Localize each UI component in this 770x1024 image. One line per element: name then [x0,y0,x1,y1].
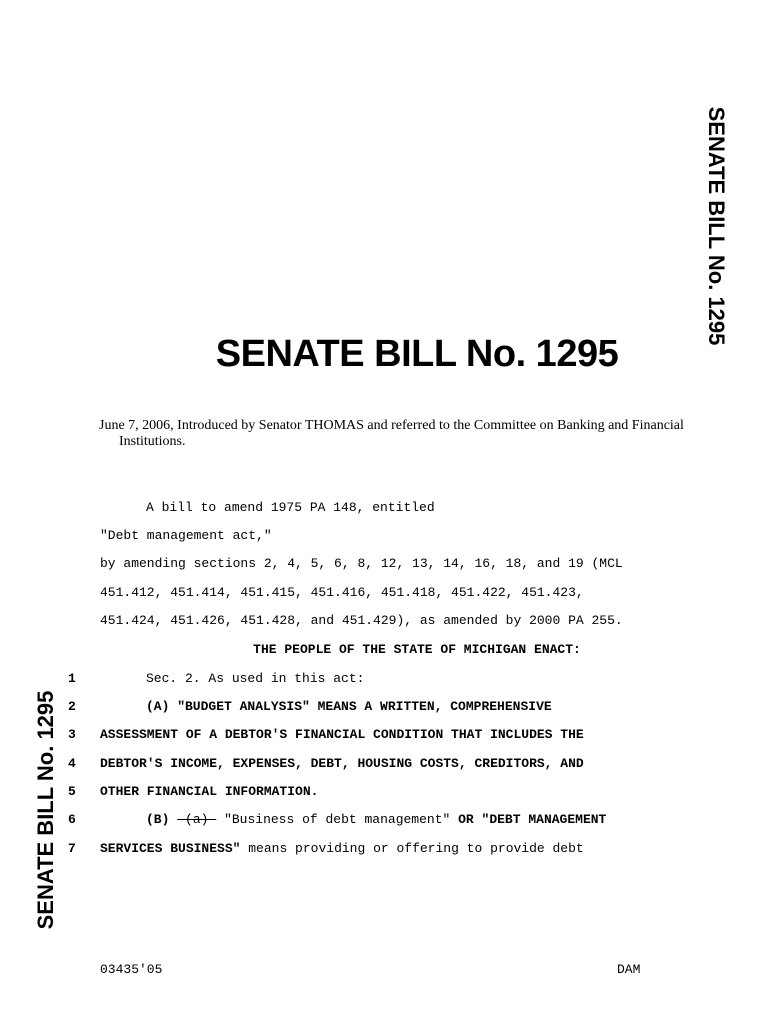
line-number: 1 [68,671,76,686]
struck-paragraph-label: (a) [185,812,209,827]
bill-text-line: ASSESSMENT OF A DEBTOR'S FINANCIAL CONDITION THAT INCLUDES THE [100,727,584,742]
line-number: 3 [68,727,76,742]
preamble-line-2: "Debt management act," [100,528,272,543]
line-number: 5 [68,784,76,799]
line-number: 7 [68,841,76,856]
side-label-left: SENATE BILL No. 1295 [33,690,58,930]
preamble-line-5: 451.424, 451.426, 451.428, and 451.429), as amended by 2000 PA 255. [100,613,623,628]
bill-text-line: OTHER FINANCIAL INFORMATION. [100,784,319,799]
existing-text: means providing or offering to provide debt [248,841,584,856]
bill-text-line [146,810,606,830]
preamble-line-1: A bill to amend 1975 PA 148, entitled [146,500,435,515]
line-number: 6 [68,812,76,827]
inserted-text: OR "DEBT MANAGEMENT [458,812,607,827]
line-number: 4 [68,756,76,771]
bill-text-line: Sec. 2. As used in this act: [146,671,365,686]
preamble-line-4: 451.412, 451.414, 451.415, 451.416, 451.418, 451.422, 451.423, [100,585,584,600]
paragraph-label-new: (B) [146,812,170,827]
bill-text-line [100,839,584,859]
drafter-initials: DAM [617,962,641,977]
preamble-line-3: by amending sections 2, 4, 5, 6, 8, 12, 13, 14, 16, 18, and 19 (MCL [100,556,623,571]
introduction-note: June 7, 2006, Introduced by Senator THOMAS and referred to the Committee on Banking and Financial Institutions. [99,418,684,449]
enacting-clause: THE PEOPLE OF THE STATE OF MICHIGAN ENACT: [253,642,581,657]
bill-text-line: (A) "BUDGET ANALYSIS" MEANS A WRITTEN, COMPREHENSIVE [146,699,552,714]
inserted-text: SERVICES BUSINESS" [100,841,241,856]
defined-term: "Business of debt management" [224,812,451,827]
document-code: 03435'05 [100,962,163,977]
side-label-right: SENATE BILL No. 1295 [704,106,729,346]
bill-text-line: DEBTOR'S INCOME, EXPENSES, DEBT, HOUSING COSTS, CREDITORS, AND [100,756,584,771]
line-number: 2 [68,699,76,714]
bill-title: SENATE BILL No. 1295 [215,333,619,375]
